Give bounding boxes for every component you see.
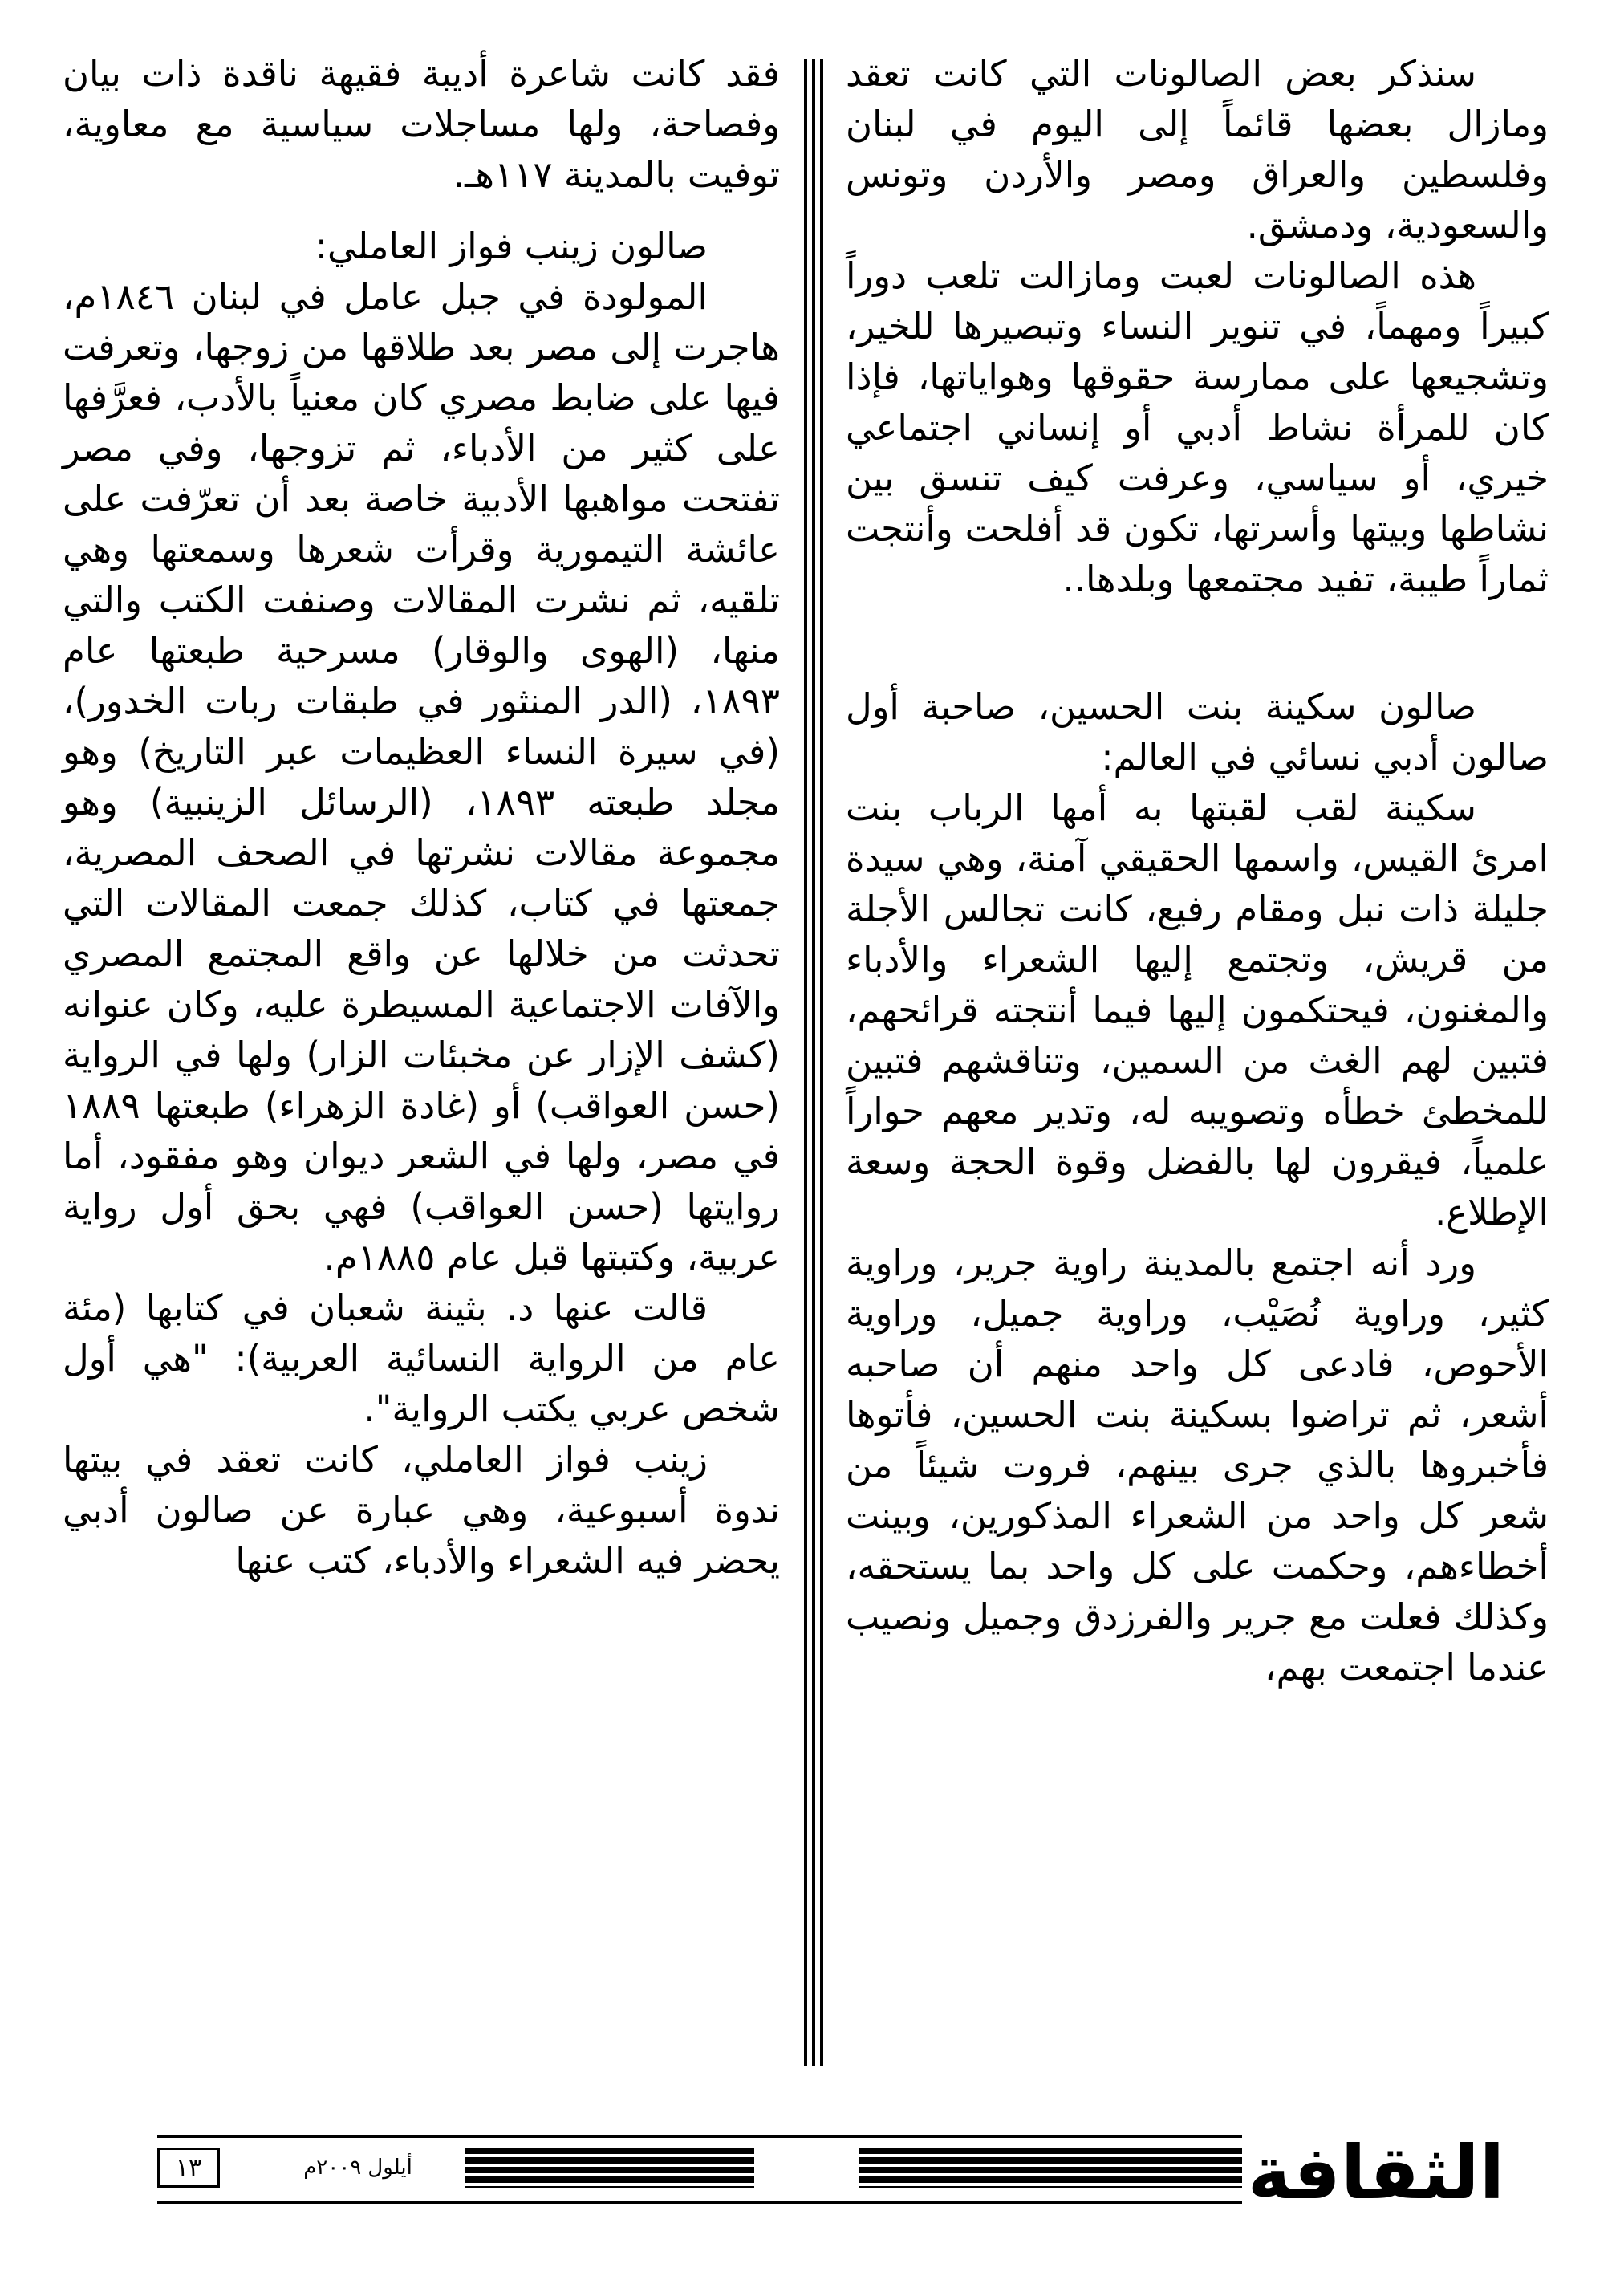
magazine-masthead-logo: الثقافة — [1242, 2125, 1510, 2221]
paragraph-gap — [846, 604, 1549, 681]
paragraph-gap — [63, 200, 780, 221]
paragraph-weekly-salon: زينب فواز العاملي، كانت تعقد في بيتها ندوة أسبوعية، وهي عبارة عن صالون أدبي يحضر فيه الشعراء والأدباء، كتب عنها — [63, 1438, 780, 1582]
footer-rule-top — [157, 2135, 1393, 2138]
column-divider-rule — [812, 59, 815, 2066]
article-column-left — [63, 48, 780, 1586]
section-heading-zaynab-salon: صالون زينب فواز العاملي: — [315, 225, 708, 267]
paragraph-sukayna-continued: فقد كانت شاعرة أديبة فقيهة ناقدة ذات بيان وفصاحة، ولها مساجلات سياسية مع معاوية، توفيت بالمدينة ١١٧هـ. — [63, 52, 780, 196]
section-heading-sukayna-salon: صالون سكينة بنت الحسين، صاحبة أول صالون أدبي نسائي في العالم: — [846, 685, 1549, 778]
paragraph-intro: سنذكر بعض الصالونات التي كانت تعقد ومازال بعضها قائماً إلى اليوم في لبنان وفلسطين والعراق ومصر والأردن وتونس والسعودية، ودمشق. — [846, 52, 1549, 246]
paragraph-sukayna-bio: سكينة لقب لقبتها به أمها الرباب بنت امرئ القيس، واسمها الحقيقي آمنة، وهي سيدة جليلة ذات نبل ومقام رفيع، كانت تجالس الأجلة من قريش، وتجتمع إليها الشعراء والأدباء والمغنون، فيحتكمون إليها فيما أنتجته قرائحهم، فتبين لهم الغث من السمين، وتناقشهم فتبين للمخطئ خطأه وتصويبه له، وتدير معهم حواراً علمياً، فيقرون لها بالفضل وقوة الحجة وسعة الإطلاع. — [846, 786, 1549, 1234]
page-number: ١٣ — [157, 2148, 220, 2188]
paragraph-buthaina-quote: قالت عنها د. بثينة شعبان في كتابها (مئة عام من الرواية النسائية العربية): "هي أول شخص عربي يكتب الرواية". — [63, 1286, 780, 1430]
article-column-right — [846, 48, 1549, 1693]
footer-rule-bottom — [157, 2201, 1393, 2204]
paragraph-role-of-salons: هذه الصالونات لعبت ومازالت تلعب دوراً كبيراً ومهماً، في تنوير النساء وتبصيرها للخير، وتشجيعها على ممارسة حقوقها وهواياتها، فإذا كان للمرأة نشاط أدبي أو إنساني اجتماعي خيري، أو سياسي، وعرفت كيف تنسق بين نشاطها وبيتها وأسرتها، تكون قد أفلحت وأنتجت ثماراً طيبة، تفيد مجتمعها وبلدها.. — [846, 254, 1549, 600]
column-divider-rule — [804, 59, 807, 2066]
column-divider-rule — [820, 59, 823, 2066]
paragraph-narrators-story: ورد أنه اجتمع بالمدينة راوية جرير، وراوية كثير، وراوية نُصَيْب، وراوية جميل، وراوية الأحوص، فادعى كل واحد منهم أن صاحبه أشعر، ثم تراضوا بسكينة بنت الحسين، فأتوها فأخبروها بالذي جرى بينهم، فروت شيئاً من شعر كل واحد من الشعراء المذكورين، وبينت أخطاءهم، وحكمت على كل واحد بما يستحقه، وكذلك فعلت مع جرير والفرزدق وجميل ونصيب عندما اجتمعت بهم، — [846, 1242, 1549, 1689]
footer-band — [465, 2148, 754, 2188]
paragraph-zaynab-bio: المولودة في جبل عامل في لبنان ١٨٤٦م، هاجرت إلى مصر بعد طلاقها من زوجها، وتعرفت فيها على ضابط مصري كان معنياً بالأدب، فعرَّفها على كثير من الأدباء، ثم تزوجها، وفي مصر تفتحت مواهبها الأدبية خاصة بعد أن تعرّفت على عائشة التيمورية وقرأت شعرها وسمعتها وهي تلقيه، ثم نشرت المقالات وصنفت الكتب والتي منها، (الهوى والوقار) مسرحية طبعتها عام ١٨٩٣، (الدر المنثور في طبقات ربات الخدور)، (في سيرة النساء العظيمات عبر التاريخ) وهو مجلد طبعته ١٨٩٣، (الرسائل الزينبية) وهو مجموعة مقالات نشرتها في الصحف المصرية، جمعتها في كتاب، كذلك جمعت المقالات التي تحدثت من خلالها عن واقع المجتمع المصري والآفات الاجتماعية المسيطرة عليه، وكان عنوانه (كشف الإزار عن مخبئات الزار) ولها في الرواية (حسن العواقب) أو (غادة الزهراء) طبعتها ١٨٨٩ في مصر، ولها في الشعر ديوان وهو مفقود، أما روايتها (حسن العواقب) فهي بحق أول رواية عربية، وكتبتها قبل عام ١٨٨٥م. — [63, 275, 780, 1278]
issue-date: أيلول ٢٠٠٩م — [303, 2156, 412, 2180]
